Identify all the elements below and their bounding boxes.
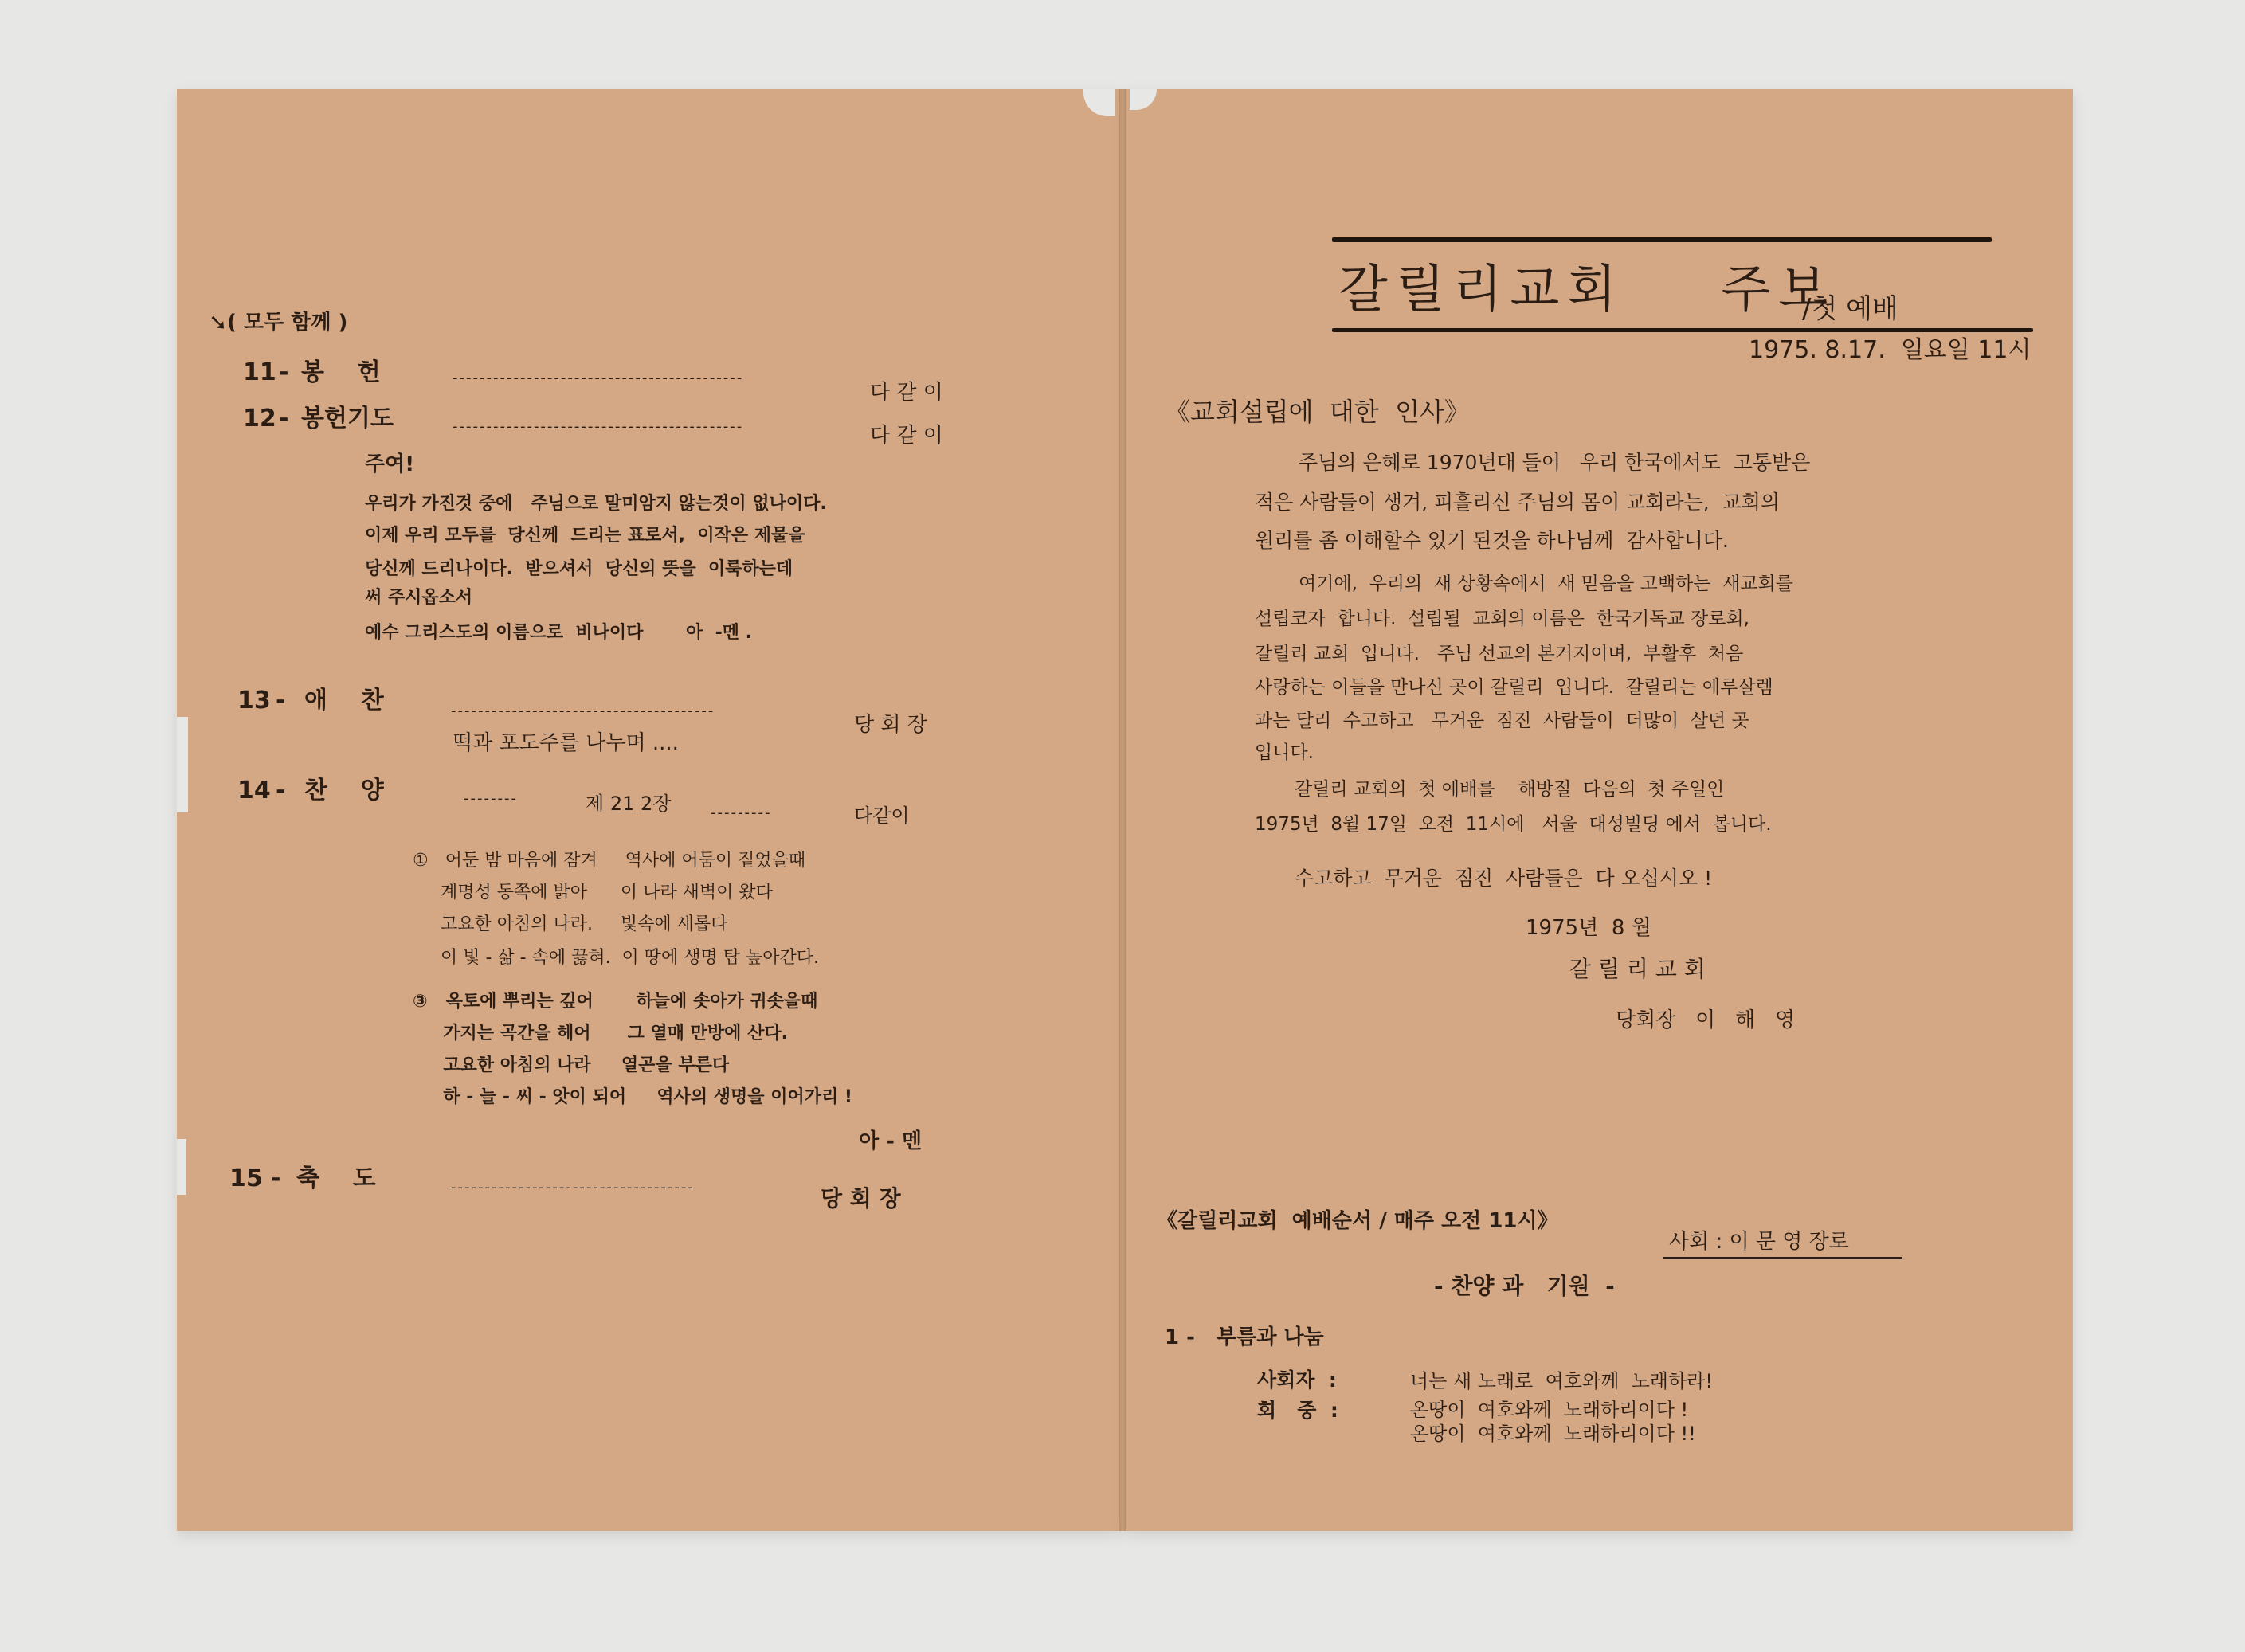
prayer-line: 써 주시옵소서	[365, 588, 473, 608]
header-rule-bottom	[1332, 328, 2033, 332]
prayer-line: 이제 우리 모두를 당신께 드리는 표로서, 이작은 제물을	[365, 526, 805, 546]
text-line: 수고하고 무거운 짐진 사람들은 다 오십시오 !	[1295, 867, 1713, 890]
item-performer: 당 회 장	[821, 1185, 901, 1212]
text-line: 원리를 좀 이해할수 있기 된것을 하나님께 감사합니다.	[1255, 529, 1729, 552]
note-all-together: ( 모두 함께 )	[227, 311, 348, 335]
item-title: 애 찬	[304, 687, 384, 714]
item-number: 14	[237, 777, 271, 804]
amen: 아 - 멘	[859, 1129, 923, 1153]
bulletin-date: 1975. 8.17. 일요일 11시	[1749, 336, 2031, 364]
leader-dots: ------------------------------------	[451, 1179, 695, 1196]
verse-line: ① 어둔 밤 마음에 잠겨 역사에 어둠이 짙었을때	[413, 851, 806, 871]
prayer-line: 주여!	[365, 452, 415, 476]
item-note: 떡과 포도주를 나누며 ....	[453, 731, 679, 755]
item-dash: -	[279, 358, 289, 386]
verse-line: 가지는 곡간을 헤어 그 열매 만방에 산다.	[413, 1024, 788, 1043]
section-title: 《교회설립에 대한 인사》	[1165, 397, 1470, 427]
text-line: 과는 달리 수고하고 무거운 짐진 사람들이 더많이 살던 곳	[1255, 711, 1749, 731]
bulletin-title: 갈릴리교회 주보	[1338, 260, 1836, 319]
prayer-line: 우리가 가진것 중에 주님으로 말미암지 않는것이 없나이다.	[365, 494, 827, 514]
text-line: 1975년 8월 17일 오전 11시에 서울 대성빌딩 에서 봅니다.	[1255, 814, 1772, 835]
order-title: 《갈릴리교회 예배순서 / 매주 오전 11시》	[1157, 1209, 1558, 1233]
arrow-icon: ➘	[209, 309, 228, 335]
item-number: 15	[229, 1165, 263, 1192]
part-title: - 찬양 과 기원 -	[1434, 1273, 1615, 1299]
verse-line: 이 빛 - 삶 - 속에 끓혀. 이 땅에 생명 탑 높아간다.	[413, 948, 820, 968]
speaker-label: 사회자 :	[1257, 1368, 1337, 1392]
item-dash: -	[271, 1165, 281, 1192]
text-line: 주님의 은혜로 1970년대 들어 우리 한국에서도 고통받은	[1299, 451, 1811, 474]
verse-line: 고요한 아침의 나라. 빛속에 새롭다	[413, 914, 728, 934]
page-fold	[1119, 89, 1126, 1531]
edition-label: /첫 예배	[1802, 293, 1898, 325]
item-performer: 다 같 이	[870, 381, 943, 405]
signature-pastor: 당회장 이 해 영	[1616, 1008, 1796, 1032]
presider-underline	[1663, 1257, 1902, 1259]
prayer-line: 예수 그리스도의 이름으로 비나이다 아 -멘 .	[365, 623, 753, 643]
order-item: 1 - 부름과 나눔	[1165, 1325, 1324, 1349]
leader-dots: ---------------------------------------	[451, 703, 715, 719]
speaker-label: 회 중 :	[1257, 1399, 1338, 1422]
item-performer: 다같이	[854, 804, 910, 827]
prayer-line: 당신께 드리나이다. 받으셔서 당신의 뜻을 이룩하는데	[365, 559, 793, 579]
verse-line: 계명성 동쪽에 밝아 이 나라 새벽이 왔다	[413, 883, 773, 902]
signature-date: 1975년 8 월	[1526, 916, 1651, 940]
leader-dots: -------------------------------------------	[453, 370, 744, 386]
torn-edge	[177, 1139, 186, 1195]
leader-dots: --------	[464, 790, 518, 807]
text-line: 갈릴리 교회의 첫 예배를 해방절 다음의 첫 주일인	[1295, 779, 1725, 800]
item-title: 축 도	[296, 1165, 376, 1192]
leader-dots: ---------	[711, 804, 772, 821]
text-line: 설립코자 합니다. 설립될 교회의 이름은 한국기독교 장로회,	[1255, 609, 1749, 629]
item-title: 봉헌기도	[301, 405, 394, 433]
item-number: 13	[237, 687, 271, 714]
verse-line: 고요한 아침의 나라 열곤을 부른다	[413, 1055, 730, 1075]
text-line: 여기에, 우리의 새 상황속에서 새 믿음을 고백하는 새교회를	[1299, 574, 1793, 594]
item-number: 12	[243, 405, 276, 433]
text-line: 갈릴리 교회 입니다. 주님 선교의 본거지이며, 부활후 처음	[1255, 644, 1744, 664]
hymn-number: 제 21 2장	[586, 793, 672, 815]
item-title: 찬 양	[304, 777, 384, 804]
header-rule	[1332, 237, 1992, 242]
item-dash: -	[276, 777, 286, 804]
verse-line: ③ 옥토에 뿌리는 깊어 하늘에 솟아가 귀솟을때	[413, 992, 818, 1012]
signature-church: 갈 릴 리 교 회	[1569, 956, 1706, 982]
torn-edge	[177, 717, 188, 812]
verse-line: 하 - 늘 - 씨 - 앗이 되어 역사의 생명을 이어가리 !	[413, 1087, 852, 1107]
item-title: 봉 헌	[301, 358, 381, 386]
item-number: 11	[243, 358, 276, 386]
item-dash: -	[279, 405, 289, 433]
item-performer: 당 회 장	[854, 713, 927, 737]
presider: 사회 : 이 문 영 장로	[1669, 1230, 1849, 1254]
response-text: 온땅이 여호와께 노래하리이다 !	[1410, 1399, 1689, 1421]
text-line: 입니다.	[1255, 742, 1314, 763]
text-line: 적은 사람들이 생겨, 피흘리신 주님의 몸이 교회라는, 교회의	[1255, 491, 1781, 514]
response-text: 온땅이 여호와께 노래하리이다 !!	[1410, 1423, 1696, 1445]
item-dash: -	[276, 687, 286, 714]
item-performer: 다 같 이	[870, 424, 943, 448]
text-line: 사랑하는 이들을 만나신 곳이 갈릴리 입니다. 갈릴리는 예루살렘	[1255, 677, 1773, 698]
response-text: 너는 새 노래로 여호와께 노래하라!	[1410, 1370, 1713, 1392]
leader-dots: -------------------------------------------	[453, 418, 744, 435]
